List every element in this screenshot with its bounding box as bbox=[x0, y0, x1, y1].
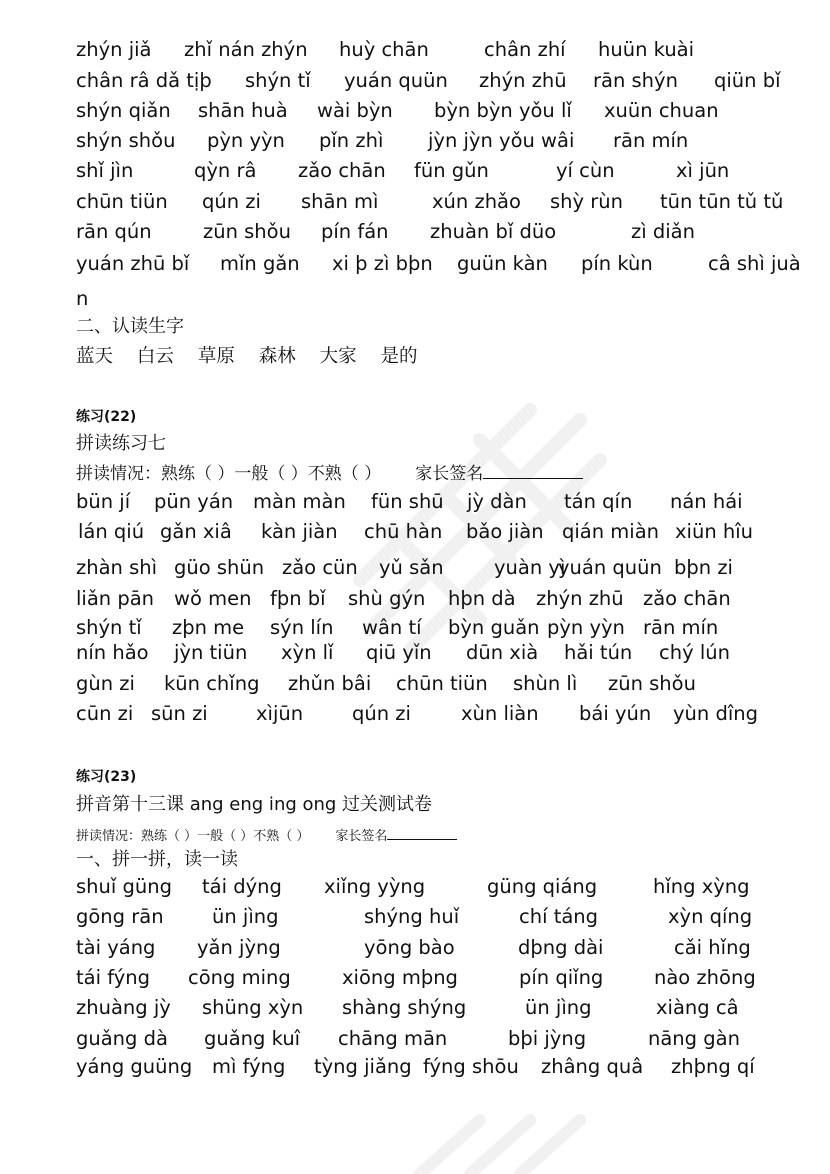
exercise-23-title: 拼音第十三课 ang eng ing ong 过关测试卷 bbox=[76, 794, 433, 815]
pinyin-word: xiün hîu bbox=[675, 520, 754, 543]
pinyin-word: yuán quün bbox=[344, 69, 448, 92]
pinyin-word: ün jìng bbox=[212, 905, 279, 928]
pinyin-word: yuán zhū bǐ bbox=[76, 252, 190, 275]
exercise-23-status bbox=[76, 826, 457, 848]
pinyin-word: bþi jỳng bbox=[508, 1027, 587, 1050]
pinyin-word: yuàn yì bbox=[494, 556, 566, 579]
pinyin-word: xùn liàn bbox=[461, 702, 539, 725]
pinyin-word: pín kùn bbox=[581, 252, 653, 275]
pinyin-word: zǎo chān bbox=[643, 587, 731, 610]
hanzi-word: 是的 bbox=[380, 346, 418, 367]
pinyin-word: chāng mān bbox=[338, 1027, 448, 1050]
pinyin-word: yùn dîng bbox=[673, 702, 758, 725]
pinyin-word: shýn tǐ bbox=[76, 616, 142, 639]
pinyin-word: chân zhí bbox=[484, 38, 566, 61]
pinyin-word: chân râ dǎ tịþ bbox=[76, 69, 212, 92]
pinyin-word: rān shýn bbox=[593, 69, 678, 92]
pinyin-word: gǎn xiâ bbox=[160, 520, 232, 543]
pinyin-word: nán hái bbox=[670, 490, 743, 513]
pinyin-word: wǒ men bbox=[174, 587, 252, 610]
pinyin-word: gùn zi bbox=[76, 672, 135, 695]
pinyin-word: hǎi tún bbox=[564, 641, 633, 664]
pinyin-word: shān mì bbox=[301, 190, 379, 213]
pinyin-word: shàng shýng bbox=[342, 996, 467, 1019]
pinyin-word: zhǔn bâi bbox=[288, 672, 372, 695]
pinyin-word: cǎi hǐng bbox=[674, 936, 751, 959]
pinyin-word: sýn lín bbox=[270, 616, 334, 639]
pinyin-word: lán qiú bbox=[78, 520, 145, 543]
pinyin-word: yǔ sǎn bbox=[379, 556, 444, 579]
pinyin-word: bỳn guǎn bbox=[448, 616, 540, 639]
pinyin-word: zhǐ nán zhýn bbox=[184, 38, 308, 61]
pinyin-word: kūn chǐng bbox=[164, 672, 260, 695]
pinyin-word: fün shū bbox=[371, 490, 444, 513]
pinyin-word: wân tí bbox=[362, 616, 422, 639]
pinyin-word: pǐn zhì bbox=[319, 129, 384, 152]
pinyin-word: shù gýn bbox=[348, 587, 426, 610]
exercise-22-heading: 练习(22) bbox=[76, 409, 137, 425]
pinyin-word: chūn tiün bbox=[396, 672, 488, 695]
pinyin-word: jỳn tiün bbox=[174, 641, 248, 664]
pinyin-word: xỳn lǐ bbox=[281, 641, 334, 664]
pinyin-word: guǎng kuî bbox=[204, 1027, 301, 1050]
pinyin-word: shùn lì bbox=[513, 672, 578, 695]
status-prefix: 拼读情况：熟练（ ）一般（ ）不熟（ ） bbox=[76, 464, 382, 484]
pinyin-word: zhýn zhū bbox=[536, 587, 624, 610]
pinyin-word: zhþng qí bbox=[671, 1055, 755, 1078]
pinyin-word: xuün chuan bbox=[604, 99, 719, 122]
pinyin-word: chūn tiün bbox=[76, 190, 168, 213]
pinyin-word: nín hǎo bbox=[76, 641, 149, 664]
pinyin-word: wài bỳn bbox=[317, 99, 393, 122]
pinyin-word: xiōng mþng bbox=[342, 966, 458, 989]
pinyin-word: kàn jiàn bbox=[261, 520, 338, 543]
pinyin-word: xiǐng yỳng bbox=[324, 875, 426, 898]
pinyin-word: yōng bào bbox=[364, 936, 455, 959]
pinyin-word: ün jìng bbox=[525, 996, 592, 1019]
exercise-23-heading: 练习(23) bbox=[76, 769, 137, 785]
pinyin-word: bǎo jiàn bbox=[466, 520, 544, 543]
pinyin-word: shān huà bbox=[198, 99, 288, 122]
pinyin-word: qún zi bbox=[202, 190, 261, 213]
pinyin-word: zǎo chān bbox=[298, 159, 386, 182]
pinyin-word: shỳ rùn bbox=[550, 190, 623, 213]
pinyin-word: zì diǎn bbox=[631, 220, 695, 243]
exercise-22-status bbox=[76, 462, 583, 485]
pinyin-word: shýng huǐ bbox=[364, 905, 460, 928]
pinyin-word: qián miàn bbox=[562, 520, 660, 543]
pinyin-word: yǎn jỳng bbox=[197, 936, 281, 959]
pinyin-word: liǎn pān bbox=[76, 587, 155, 610]
pinyin-word: güo shün bbox=[174, 556, 265, 579]
pinyin-word: zhâng quâ bbox=[541, 1055, 644, 1078]
hanzi-word: 蓝天 bbox=[76, 346, 114, 367]
section-title-recognize: 二、认读生字 bbox=[76, 316, 184, 337]
pinyin-word: nào zhōng bbox=[654, 966, 756, 989]
pinyin-word: yáng guüng bbox=[76, 1055, 193, 1078]
pinyin-word: shuǐ güng bbox=[76, 875, 172, 898]
pinyin-word: sūn zi bbox=[151, 702, 208, 725]
pinyin-word: nāng gàn bbox=[648, 1027, 740, 1050]
pinyin-word: pỳn yỳn bbox=[207, 129, 285, 152]
hanzi-word: 大家 bbox=[319, 346, 357, 367]
pinyin-word: bỳn bỳn yǒu lǐ bbox=[434, 99, 572, 122]
pinyin-word: qiū yǐn bbox=[366, 641, 432, 664]
pinyin-word: pín fán bbox=[321, 220, 389, 243]
pinyin-word: tán qín bbox=[564, 490, 633, 513]
pinyin-word: gōng rān bbox=[76, 905, 164, 928]
pinyin-word: tái fýng bbox=[76, 966, 151, 989]
pinyin-word: zþn me bbox=[172, 616, 245, 639]
pinyin-word: chý lún bbox=[659, 641, 730, 664]
pinyin-word: shýn tǐ bbox=[245, 69, 311, 92]
pinyin-word: xỳn qíng bbox=[668, 905, 753, 928]
pinyin-word: xi þ zì bþn bbox=[332, 252, 433, 275]
pinyin-word: mǐn gǎn bbox=[220, 252, 300, 275]
pinyin-word: guün kàn bbox=[457, 252, 548, 275]
pinyin-word: bái yún bbox=[579, 702, 652, 725]
pinyin-word: cūn zi bbox=[76, 702, 134, 725]
parent-sign-label: 家长签名 bbox=[415, 464, 484, 484]
pinyin-word: hǐng xỳng bbox=[653, 875, 750, 898]
pinyin-word: shýn shǒu bbox=[76, 129, 176, 152]
pinyin-word: zhuàng jỳ bbox=[76, 996, 171, 1019]
pinyin-word: pün yán bbox=[154, 490, 234, 513]
hanzi-word: 白云 bbox=[136, 346, 174, 367]
pinyin-word: chí táng bbox=[519, 905, 599, 928]
signature-line[interactable] bbox=[483, 462, 583, 479]
pinyin-word: dūn xià bbox=[466, 641, 539, 664]
pinyin-word: shǐ jìn bbox=[76, 159, 134, 182]
pinyin-word: yuán quün bbox=[558, 556, 662, 579]
status-prefix: 拼读情况：熟练（ ）一般（ ）不熟（ ） bbox=[76, 829, 310, 844]
pinyin-word: zǎo cün bbox=[282, 556, 358, 579]
pinyin-word: fþn bǐ bbox=[270, 587, 326, 610]
pinyin-word: xún zhǎo bbox=[432, 190, 521, 213]
pinyin-word: qiün bǐ bbox=[714, 69, 781, 92]
pinyin-word: shýn qiǎn bbox=[76, 99, 171, 122]
pinyin-word: xìjūn bbox=[256, 702, 304, 725]
pinyin-word: zūn shǒu bbox=[608, 672, 696, 695]
pinyin-word: yí cùn bbox=[556, 159, 615, 182]
pinyin-word: rān qún bbox=[76, 220, 152, 243]
pinyin-word: hþn dà bbox=[448, 587, 516, 610]
pinyin-word: zūn shǒu bbox=[203, 220, 291, 243]
exercise-23-subtitle: 一、拼一拼，读一读 bbox=[76, 849, 238, 870]
pinyin-word: câ shì juà bbox=[708, 252, 801, 275]
pinyin-word: dþng dài bbox=[518, 936, 604, 959]
pinyin-word: tūn tūn tǔ tǔ bbox=[660, 190, 784, 213]
parent-sign-label: 家长签名 bbox=[335, 829, 388, 844]
pinyin-word: huỳ chān bbox=[339, 38, 429, 61]
pinyin-word: bün jí bbox=[76, 490, 131, 513]
pinyin-word: chū hàn bbox=[364, 520, 443, 543]
pinyin-word: shüng xỳn bbox=[202, 996, 304, 1019]
pinyin-word: fün gǔn bbox=[414, 159, 489, 182]
pinyin-word: güng qiáng bbox=[487, 875, 598, 898]
wrap-char: n bbox=[76, 287, 89, 310]
pinyin-word: bþn zi bbox=[674, 556, 733, 579]
pinyin-word: guǎng dà bbox=[76, 1027, 168, 1050]
pinyin-word: qún zi bbox=[352, 702, 411, 725]
pinyin-word: mì fýng bbox=[212, 1055, 286, 1078]
exercise-22-title: 拼读练习七 bbox=[76, 433, 166, 454]
pinyin-word: rān mín bbox=[613, 129, 689, 152]
pinyin-word: pỳn yỳn bbox=[547, 616, 625, 639]
pinyin-word: tài yáng bbox=[76, 936, 156, 959]
pinyin-word: tỳng jiǎng bbox=[314, 1055, 412, 1078]
pinyin-word: zhuàn bǐ düo bbox=[430, 220, 557, 243]
pinyin-word: pín qiǐng bbox=[519, 966, 604, 989]
pinyin-word: zhýn zhū bbox=[479, 69, 567, 92]
pinyin-word: tái dýng bbox=[202, 875, 282, 898]
pinyin-word: fýng shōu bbox=[423, 1055, 519, 1078]
pinyin-word: xiàng câ bbox=[656, 996, 739, 1019]
pinyin-word: jỳ dàn bbox=[467, 490, 527, 513]
watermark-graphic-bottom bbox=[400, 1110, 600, 1174]
pinyin-word: xì jūn bbox=[676, 159, 730, 182]
pinyin-word: qỳn râ bbox=[194, 159, 257, 182]
pinyin-word: zhàn shì bbox=[76, 556, 158, 579]
pinyin-word: màn màn bbox=[253, 490, 346, 513]
pinyin-word: jỳn jỳn yǒu wâi bbox=[428, 129, 575, 152]
hanzi-word: 草原 bbox=[197, 346, 235, 367]
pinyin-word: cōng ming bbox=[188, 966, 291, 989]
pinyin-word: huün kuài bbox=[598, 38, 695, 61]
pinyin-word: zhýn jiǎ bbox=[76, 38, 152, 61]
pinyin-word: rān mín bbox=[643, 616, 719, 639]
hanzi-word: 森林 bbox=[258, 346, 296, 367]
hanzi-word-row bbox=[76, 344, 436, 370]
signature-line[interactable] bbox=[387, 827, 457, 840]
